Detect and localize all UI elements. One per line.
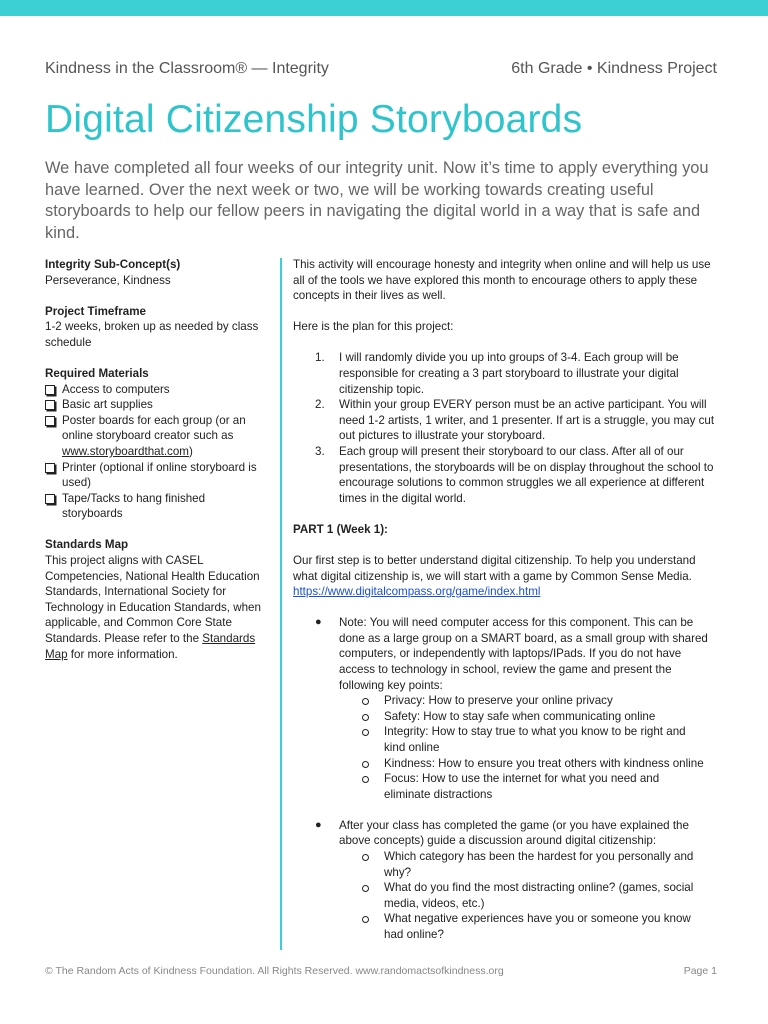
list-item: ● After your class has completed the game (or you have explained the above concepts) guide a discussion around digital citizenship: Which category has been the hardest for you personally and why? What do you find the most distracting online? (games, social media, videos, etc.) What negative experiences have you or someone you know had online? (293, 818, 723, 943)
list-item: Poster boards for each group (or an online storyboard creator such as www.storyboardthat.com) (45, 413, 267, 460)
list-item: 1. I will randomly divide you up into groups of 3-4. Each group will be responsible for creating a 3 part storyboard to illustrate your digital citizenship topic. (315, 351, 679, 396)
list-item: Safety: How to stay safe when communicating online (339, 709, 713, 725)
standards-text-end: for more information. (70, 647, 178, 661)
main-intro: This activity will encourage honesty and integrity when online and will help us use all of the tools we have explored this month to encourage others to apply these concepts in their lives as well. (293, 258, 711, 303)
part1-bullets (293, 615, 723, 942)
list-item: 2. Within your group EVERY person must be an active participant. You will need 1-2 artists, 1 writer, and 1 presenter. If art is a struggle, you may cut out pictures to illustrate your storyboard. (315, 398, 715, 443)
checkbox-icon (45, 463, 55, 473)
main-column (293, 257, 723, 958)
discussion-questions-list (339, 849, 713, 943)
circle-bullet-icon (362, 885, 369, 892)
list-item: What negative experiences have you or someone you know had online? (339, 911, 713, 942)
bullet-icon: ● (315, 818, 322, 831)
materials-section (45, 366, 267, 522)
plan-label: Here is the plan for this project: (293, 320, 454, 334)
subconcept-heading: Integrity Sub-Concept(s) (45, 258, 181, 271)
list-item: Kindness: How to ensure you treat others with kindness online (339, 756, 713, 772)
part1-paragraph: Our first step is to better understand digital citizenship. To help you understand what digital citizenship is, we will start with a game by Common Sense Media. https://www.digitalcompass.org/game/index.html (293, 553, 696, 599)
timeframe-text: 1-2 weeks, broken up as needed by class schedule (45, 320, 259, 349)
checkbox-icon (45, 385, 55, 395)
checkbox-icon (45, 400, 55, 410)
list-item: Printer (optional if online storyboard is used) (45, 460, 267, 491)
subconcept-section (45, 257, 267, 288)
sidebar-column (45, 257, 267, 678)
list-item: What do you find the most distracting online? (games, social media, videos, etc.) (339, 880, 713, 911)
list-item: Access to computers (45, 382, 267, 398)
list-item: Basic art supplies (45, 397, 267, 413)
standards-section (45, 537, 267, 662)
list-item: ● Note: You will need computer access for this component. This can be done as a large group on a SMART board, as a small group with shared computers, or independently with laptops/IPads. If you do not have access to technology in school, review the game and present the following key points: Privacy: How to preserve your online privacy Safety: How to stay safe when communicating online Integrity: How to stay true to what you know to be right and kind online Kindness: How to ensure you treat others with kindness online Focus: How to use the internet for what you need and eliminate distractions (293, 615, 723, 802)
standards-map-link[interactable]: Standards Map (45, 631, 256, 661)
standards-heading: Standards Map (45, 538, 129, 552)
circle-bullet-icon (362, 714, 369, 721)
key-points-list (339, 693, 713, 802)
bullet-icon: ● (315, 616, 322, 629)
footer-copyright: © The Random Acts of Kindness Foundation. All Rights Reserved. www.randomactsofkindness.org (45, 965, 504, 977)
circle-bullet-icon (362, 916, 369, 923)
circle-bullet-icon (362, 698, 369, 705)
part1-heading: PART 1 (Week 1): (293, 522, 388, 536)
materials-heading: Required Materials (45, 366, 149, 380)
circle-bullet-icon (362, 729, 369, 736)
circle-bullet-icon (362, 854, 369, 861)
intro-paragraph: We have completed all four weeks of our integrity unit. Now it’s time to apply everything you have learned. Over the next week or two, we will be working towards creating useful storyboards to help our fellow peers in navigating the digital world in a way that is safe and kind. (45, 159, 709, 242)
list-item: Which category has been the hardest for you personally and why? (339, 849, 713, 880)
list-item: Focus: How to use the internet for what you need and eliminate distractions (339, 771, 713, 802)
top-accent-bar (0, 0, 768, 16)
page-number: Page 1 (683, 965, 717, 977)
page-header (45, 60, 717, 84)
list-item: Tape/Tacks to hang finished storyboards (45, 491, 267, 522)
storyboardthat-link[interactable]: www.storyboardthat.com (62, 444, 189, 458)
header-grade-label: 6th Grade • Kindness Project (511, 60, 717, 77)
subconcept-text: Perseverance, Kindness (45, 273, 171, 287)
circle-bullet-icon (362, 776, 369, 783)
timeframe-heading: Project Timeframe (45, 304, 146, 318)
plan-steps (293, 350, 723, 506)
materials-list (45, 382, 267, 522)
standards-text: This project aligns with CASEL Competencies, National Health Education Standards, International Society for Technology in Education Standards, when applicable, and Common Core State Standards. Please refer to the (45, 554, 261, 645)
page-footer (45, 965, 717, 977)
checkbox-icon (45, 494, 55, 504)
column-divider (280, 258, 282, 950)
list-item: Integrity: How to stay true to what you know to be right and kind online (339, 724, 713, 755)
digitalcompass-link[interactable]: https://www.digitalcompass.org/game/index.html (293, 585, 541, 599)
header-series-label: Kindness in the Classroom® — Integrity (45, 60, 329, 77)
timeframe-section (45, 304, 267, 351)
circle-bullet-icon (362, 761, 369, 768)
list-item: 3. Each group will present their storyboard to our class. After all of our presentations, the storyboards will be on display throughout the school to encourage solutions to common struggles we all experience at different times in the digital world. (315, 444, 714, 505)
page-title: Digital Citizenship Storyboards (45, 98, 583, 141)
checkbox-icon (45, 416, 55, 426)
list-item: Privacy: How to preserve your online privacy (339, 693, 713, 709)
